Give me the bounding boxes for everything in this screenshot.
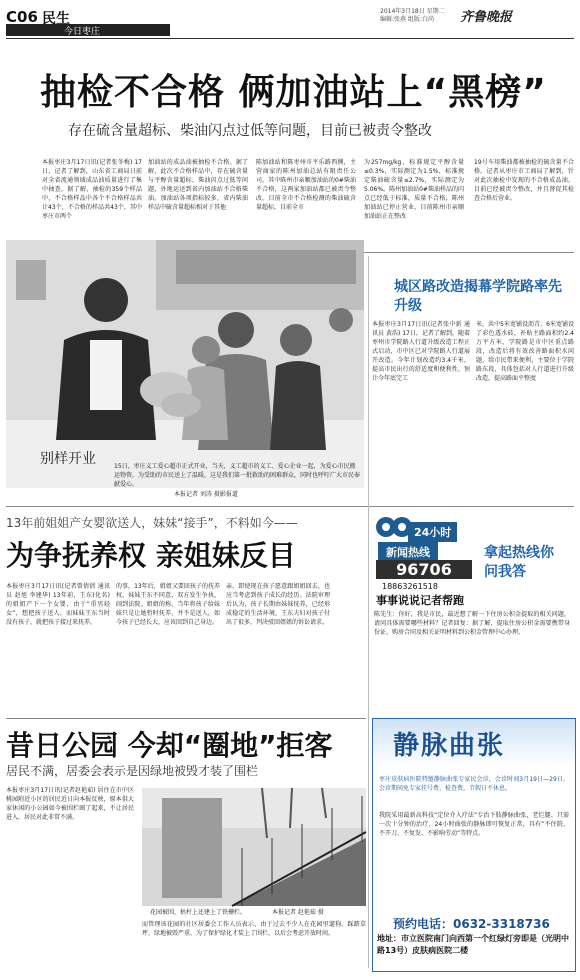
story3-col2: 的事，13年后，姐姐又要回孩子的抚养权，妹妹王东不同意，双方发生争执，闹到法院。姐姐的称，当年将孩子给妹妹只是让她暂时抚养，并不是送人，如今孩子已经长大，应该回到自己身边。: [116, 583, 220, 626]
story1-headline: 抽检不合格 俩加油站上“黑榜”: [40, 72, 547, 113]
story3-col1: 本报枣庄3月17日讯(记者曾倩倩 通讯员 赵旭 李建华) 13年前，王东(化名)的姐姐产下一个女婴，由于“重男轻女”，想把孩子送人，而妹妹王东当时没有孩子，就把孩子接过来抚养。: [6, 583, 110, 626]
story3-kicker: 13年前姐姐产女婴欲送人，妹妹“接手”，不料如今——: [6, 516, 298, 530]
ad-title: 静脉曲张: [393, 731, 506, 761]
rule-2: [6, 506, 574, 507]
story1-col5: 19号车用柴油都被抽检的硫含量不合格。记者从枣庄市工商局了解到，针对此次抽检中发现的不合格成品油，目前已经被责令整改，并且督促其检查合格后营业。: [474, 159, 574, 202]
story4-headline: 昔日公园 今却“圈地”拒客: [6, 729, 333, 762]
hotline-24h-badge: 24小时: [408, 522, 457, 542]
story2-col1: 本报枣庄3月17日讯(记者张中新 通讯员 黄浩) 17日，记者了解到，随着枣州市学院路人行道升级改造工程正式启动，市中区已对学院路人行道展开改造。今年计划改造约3.4千米，提高市民出行的舒适度和便利性，预计今年底完工: [372, 321, 470, 382]
story3-headline: 为争抚养权 亲姐妹反目: [6, 539, 296, 572]
ad-body: 我院采用最新高科技“定位介入疗法”专治下肢静脉曲张，老烂腿、只需一次十分钟的治疗，24小时曲张的静脉即可恢复正常，具有“不住院、不开刀、不复发、不影响劳动”等特点。: [379, 812, 569, 837]
hotline-number-small: 18863261518: [382, 582, 438, 591]
hotline-slogan: 事事说说记者帮跑: [376, 594, 464, 607]
page-header: [0, 0, 580, 40]
story1-col2: 加油站的成品油被抽检不合格。据了解，此次不合格样品中，存在硫含量与平醇含量超标、柴油闪点过低等问题，外地运送到省内加油站不合格柴油。加油站各项指标较多，省内柴油样品中硫含量超标相对于其他: [148, 159, 248, 211]
ad-phone: 预约电话：0632-3318736: [393, 917, 550, 931]
header-rule: [6, 38, 574, 39]
section-name: 民生: [42, 11, 70, 27]
story1-col3: 陈加油站和陈枣州市平乐路西侧，主营商家的陈州加油总站有限责任公司。其中陈州市亲顺加油站的0#柴油不合格，这两家加油站都已被责令整改。目前全市不合格检测的柴油硫含量超标，目前全市: [256, 159, 356, 211]
hotline-news-badge: 新闻热线: [378, 542, 438, 562]
newspaper-name: 齐鲁晚报: [460, 10, 513, 25]
photo-fenced-garden: [142, 788, 366, 906]
hotline-body: 陈先生：你好，我是市民，最近想了解一下住房公积金提取的相关问题，请问具体需要哪些材料？记者回复：据了解，提取住房公积金需要携带身份证、购房合同及相关证明材料到公积金管理中心办理。: [374, 611, 570, 636]
publication-info: [380, 8, 445, 24]
story2-headline: 城区路改造揭幕学院路率先升级: [394, 279, 562, 314]
editors: 编辑:张燕 组版:白尚: [380, 16, 434, 23]
story4-photo-credit: 本报记者 赵艳茹 摄: [272, 909, 324, 916]
date-info: 2014年3月18日 星期二: [380, 8, 445, 15]
column-rule: [368, 256, 369, 968]
story4-col2: 而管理该花园的社区居委会工作人员表示，由于过去不少人在花园里遛狗、踩踏草坪，绿地被毁严重，为了保护绿化才装上了围栏，以后会考虑开放时间。: [142, 921, 366, 937]
story4-photo: [142, 788, 366, 906]
ad-intro: 枣庄皮肤病医院特邀静脉曲张专家民会诊，会诊时间3月19日—29日，会诊期间免专家挂号费、检查费，节假日不休息。: [379, 776, 569, 792]
hotline-title: 拿起热线你问我答: [484, 545, 554, 580]
story2-photo-tag: 别样开业: [40, 451, 96, 467]
ad-address: 地址：市立医院南门向西第一个红绿灯旁即是（光明中路13号）皮肤病医院二楼: [377, 934, 569, 955]
hotline-number-big: 96706: [376, 560, 472, 579]
story3-col3: 亲，即使现在孩子愿意跟姐姐回去，也应当考虑到孩子成长的经历。法院审理后认为，孩子长期由妹妹抚养，已经形成稳定的生活环境，王东夫妇对孩子付出了很多，判决驳回姐姐的诉讼请求。: [226, 583, 330, 626]
story1-subhead: 存在硫含量超标、柴油闪点过低等问题，目前已被责令整改: [68, 123, 432, 139]
story2-photo-credit: 本报记者 刘涛 摄影报道: [174, 491, 238, 498]
story4-photo-caption: 花园被围，枯杆上还建上了铁栅栏。: [150, 909, 247, 916]
story4-subhead: 居民不满，居委会表示是因绿地被毁才装了围栏: [6, 764, 259, 778]
story1-col1: 本报枣庄3月17日讯(记者张冬梅) 17日，记者了解到，山东省工商局日前对全省流通领域成品油质量进行了集中抽查，据了解，抽检的359个样品中，不合格样品中各个不合格样品共计43个，不合格的样品共43个，其中枣庄市两个: [42, 159, 142, 220]
hotline-box: [372, 512, 574, 702]
story1-col4: 为257mg/kg，标准规定平醇含量≤0.3%，实际测定为1.5%，标准规定柴油硫含量≤2.7%，实际测定为5.06%。陈州加油站0#柴油样品的闪点已经低于标准，质量不合格，陈州加油站已停止营业，目前陈州市亲顺加油站正在整改: [364, 159, 464, 220]
rule-3: [6, 718, 366, 719]
story4-col1: 本报枣庄3月17日讯(记者赵艳茹) 居住在市中区桃园附近小区的居民近日向本报反映，原本供大家休闲的小公园如今被围栏圈了起来，不让居民进入，居民对此非常不满。: [6, 787, 134, 821]
section-code: C06: [6, 8, 38, 26]
story2-col2: 米，共中5米宽铺设沥青，6米宽铺设了彩色透水砖，补贴主路面积约2.4万平方米，学院路是市中区重点路段，改造后将有效改善路面积水问题，给市民带来便利，主要位于学院路东段，具体包括对人行道进行升级改造，提高路面平整度: [476, 321, 574, 382]
ad-box: [372, 718, 576, 972]
story2-photo-caption: 15日，枣庄义工爱心超市正式开业，当天，义工超市的义工、爱心企业一起，为爱心市民搬运物资，为受助的市民送上了温暖，这是我们第一批救助的困难群众，同时也呼吁广大市民奉献爱心。: [114, 463, 361, 488]
section-sub: 今日枣庄: [64, 27, 101, 37]
